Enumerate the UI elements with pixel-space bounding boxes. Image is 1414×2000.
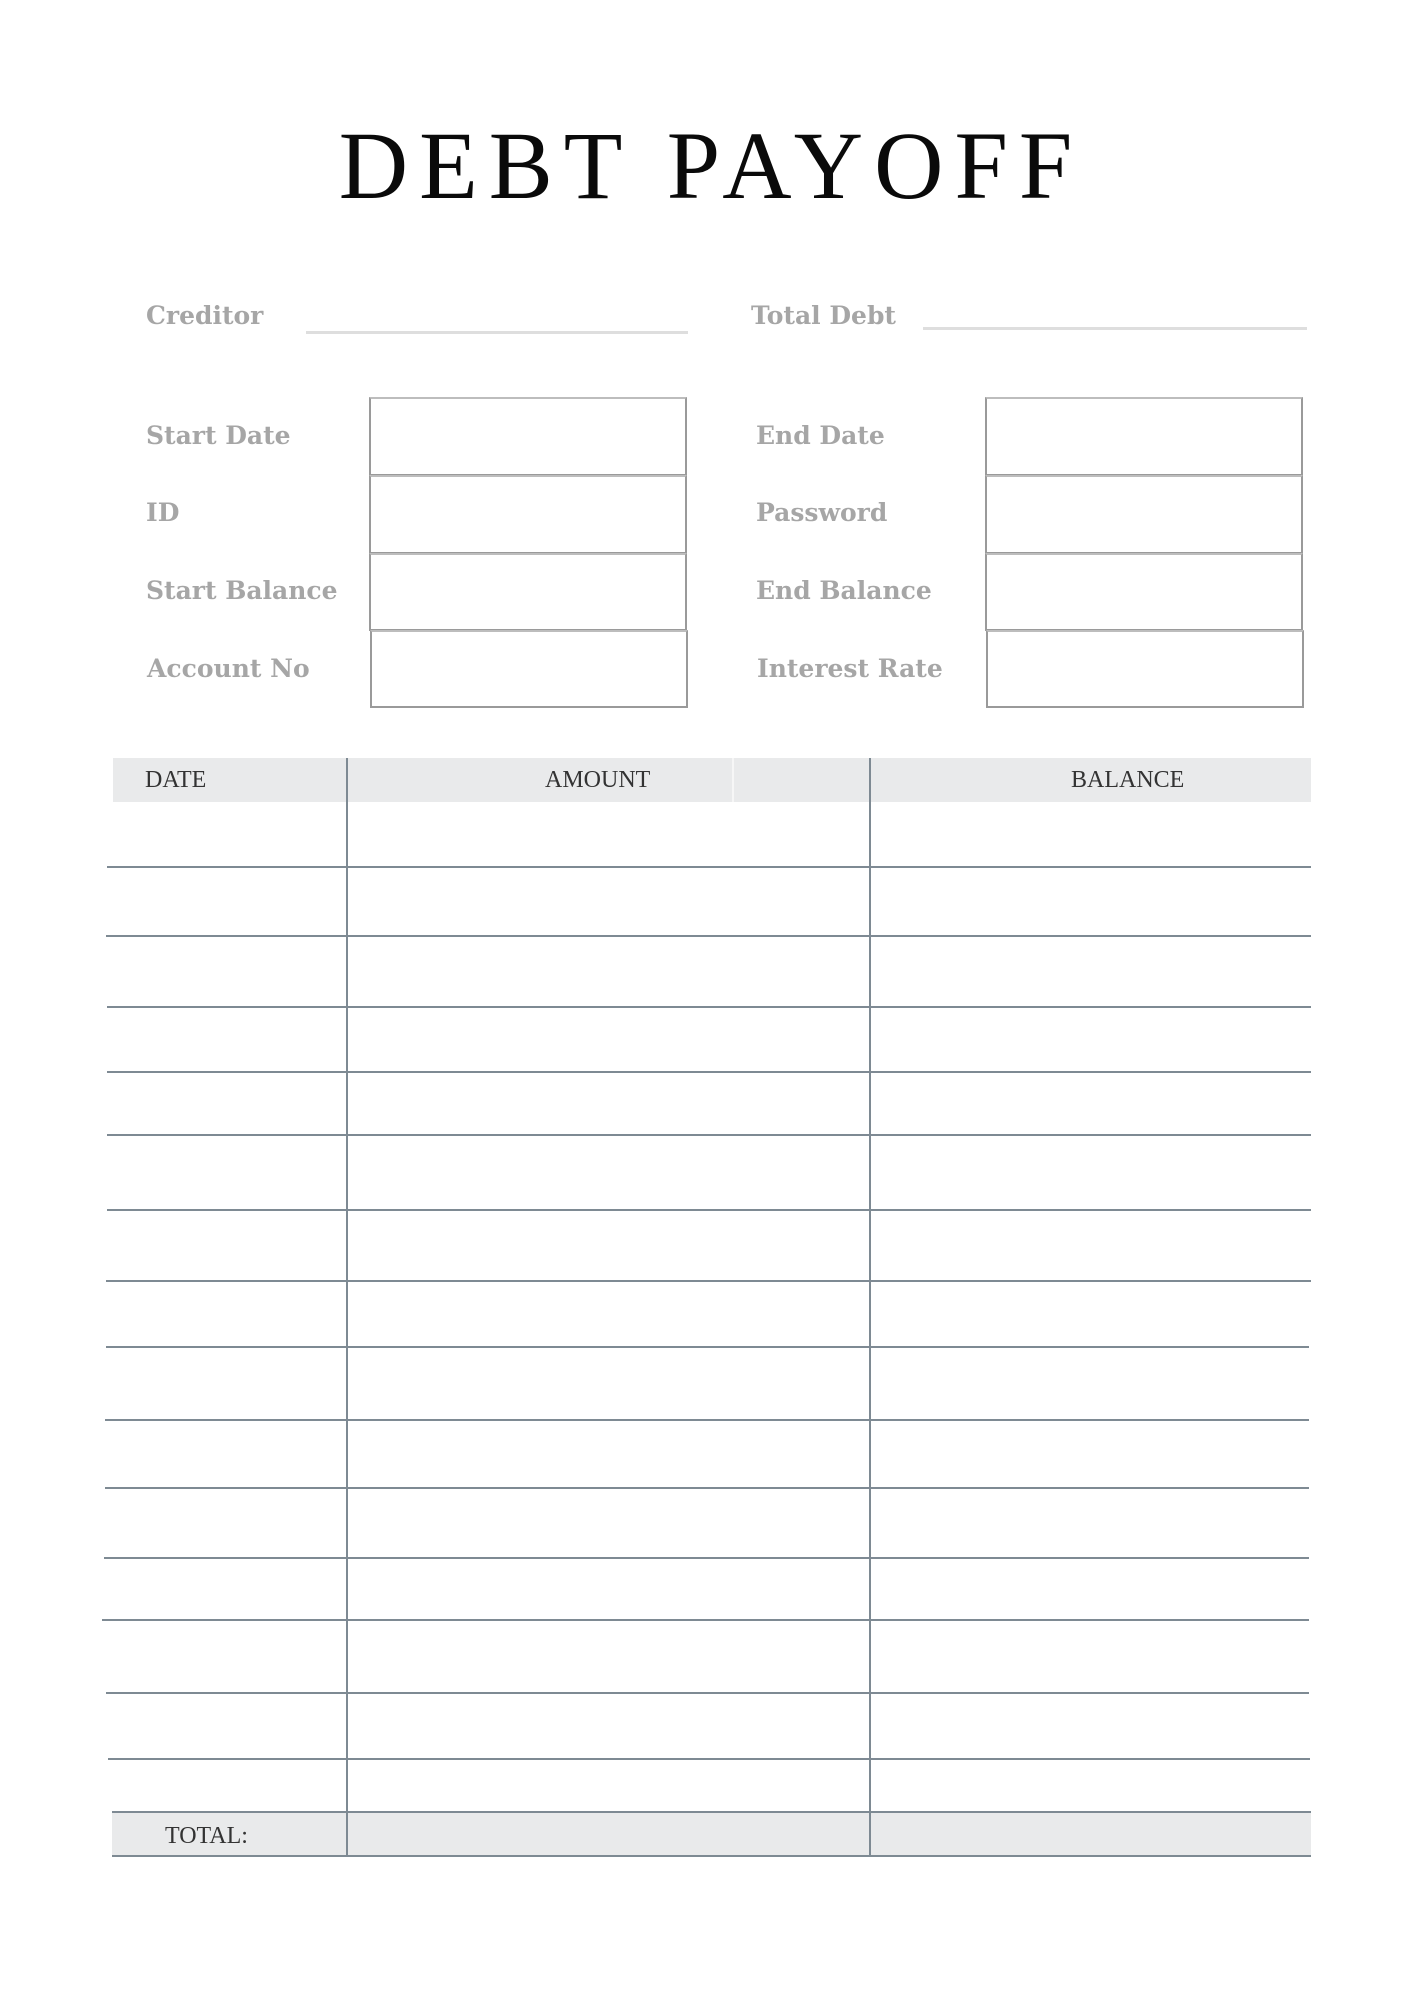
- row-divider: [105, 1419, 1309, 1421]
- column-header-date: DATE: [145, 767, 207, 793]
- password-label: Password: [756, 498, 888, 527]
- row-divider: [104, 1557, 1309, 1559]
- amount-balance-divider: [869, 758, 871, 1857]
- end-balance-input[interactable]: [985, 553, 1303, 631]
- row-divider: [106, 1346, 1309, 1348]
- total-balance-cell[interactable]: [872, 1813, 1310, 1855]
- password-input[interactable]: [985, 475, 1303, 554]
- date-amount-divider: [346, 758, 348, 1857]
- row-divider: [107, 1071, 1311, 1073]
- header-divider: [732, 758, 734, 802]
- end-balance-label: End Balance: [756, 576, 932, 605]
- row-divider: [107, 1134, 1311, 1136]
- account-no-label: Account No: [147, 654, 310, 683]
- table-body[interactable]: [107, 802, 1311, 1812]
- column-header-amount: AMOUNT: [545, 767, 651, 793]
- total-debt-field[interactable]: [923, 327, 1307, 330]
- end-date-input[interactable]: [985, 397, 1303, 476]
- row-divider: [107, 866, 1311, 868]
- total-amount-cell[interactable]: [348, 1813, 870, 1855]
- interest-rate-label: Interest Rate: [757, 654, 943, 683]
- creditor-field[interactable]: [306, 331, 688, 334]
- row-divider: [106, 1280, 1311, 1282]
- page-title: DEBT PAYOFF: [338, 112, 1084, 219]
- interest-rate-input[interactable]: [986, 630, 1304, 708]
- start-date-input[interactable]: [369, 397, 687, 476]
- column-header-balance: BALANCE: [1071, 767, 1185, 793]
- end-date-label: End Date: [756, 421, 885, 450]
- row-divider: [105, 1487, 1309, 1489]
- total-debt-label: Total Debt: [751, 301, 896, 330]
- row-divider: [106, 935, 1311, 937]
- total-label: TOTAL:: [165, 1823, 248, 1849]
- row-divider: [107, 1006, 1311, 1008]
- row-divider: [107, 1209, 1311, 1211]
- start-balance-label: Start Balance: [146, 576, 338, 605]
- total-bottom-rule: [112, 1855, 1311, 1857]
- row-divider: [102, 1619, 1309, 1621]
- start-balance-input[interactable]: [369, 553, 687, 631]
- creditor-label: Creditor: [146, 301, 264, 330]
- account-no-input[interactable]: [370, 630, 688, 708]
- row-divider: [108, 1758, 1310, 1760]
- id-input[interactable]: [369, 475, 687, 554]
- row-divider: [106, 1692, 1309, 1694]
- id-label: ID: [146, 498, 180, 527]
- start-date-label: Start Date: [146, 421, 291, 450]
